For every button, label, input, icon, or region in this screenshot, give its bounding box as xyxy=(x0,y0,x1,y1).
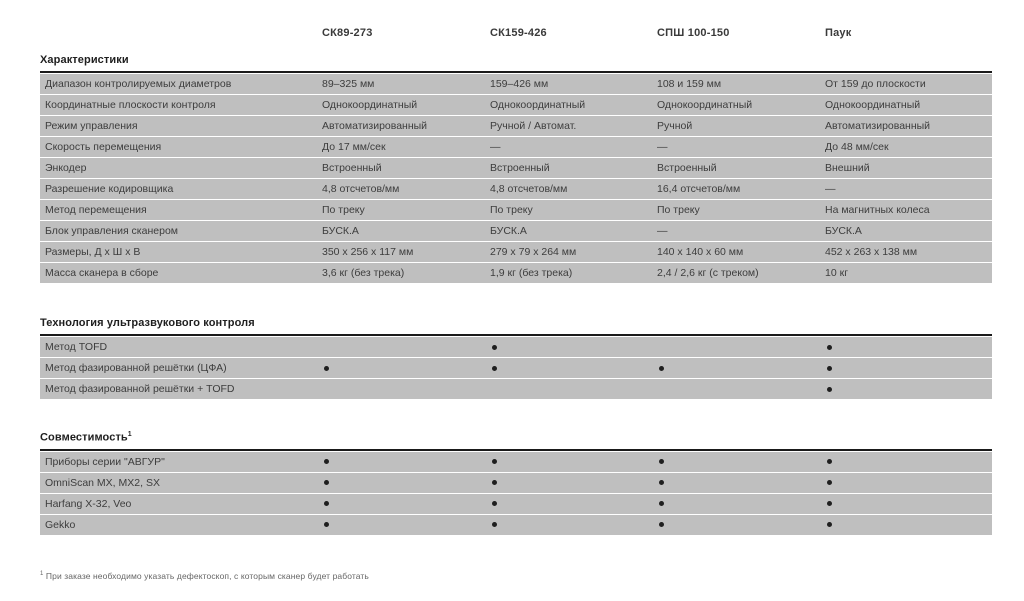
spec-value-cell: БУСК.А xyxy=(490,225,527,237)
spec-value-cell: До 17 мм/сек xyxy=(322,141,386,153)
feature-cell xyxy=(322,498,490,510)
spec-row-label: Координатные плоскости контроля xyxy=(45,99,216,111)
spec-value-cell: Встроенный xyxy=(657,162,717,174)
section-title-text: Совместимость xyxy=(40,431,128,444)
feature-cell xyxy=(825,456,992,468)
spec-row xyxy=(40,74,992,94)
spec-row-label: Режим управления xyxy=(45,120,138,132)
feature-dot xyxy=(492,366,497,371)
feature-dot xyxy=(827,366,832,371)
section-rule xyxy=(40,71,992,73)
spec-value-cell: 2,4 / 2,6 кг (с треком) xyxy=(657,267,759,279)
spec-value-cell: Однокоординатный xyxy=(825,99,921,111)
feature-dot xyxy=(827,387,832,392)
feature-dot xyxy=(827,522,832,527)
spec-value-cell: — xyxy=(825,183,836,195)
spec-value-cell: По треку xyxy=(657,204,700,216)
feature-cell xyxy=(490,477,657,489)
feature-cell xyxy=(825,362,992,374)
spec-value-cell: — xyxy=(657,141,668,153)
spec-value-cell: Автоматизированный xyxy=(825,120,931,132)
feature-dot xyxy=(324,459,329,464)
spec-row xyxy=(40,200,992,220)
feature-cell xyxy=(657,519,825,531)
product-column-header: СК159-426 xyxy=(490,27,547,39)
feature-dot xyxy=(324,366,329,371)
spec-row-label: Метод фазированной решётки + TOFD xyxy=(45,383,235,395)
spec-value-cell: — xyxy=(490,141,501,153)
spec-value-cell: Ручной xyxy=(657,120,693,132)
product-column-header: СПШ 100-150 xyxy=(657,27,730,39)
spec-value-cell: 4,8 отсчетов/мм xyxy=(490,183,568,195)
spec-section xyxy=(40,54,992,284)
feature-cell xyxy=(657,362,825,374)
spec-value-cell: Автоматизированный xyxy=(322,120,428,132)
spec-row xyxy=(40,473,992,493)
section-title xyxy=(40,54,992,67)
spec-row-label: Harfang X-32, Veo xyxy=(45,497,132,510)
spec-section xyxy=(40,428,992,536)
feature-cell xyxy=(657,456,825,468)
feature-dot xyxy=(492,501,497,506)
spec-row xyxy=(40,137,992,157)
spec-value-cell: БУСК.А xyxy=(825,225,862,237)
section-title-text: Характеристики xyxy=(40,54,129,66)
feature-dot xyxy=(492,459,497,464)
feature-dot xyxy=(492,345,497,350)
footnote-superscript: 1 xyxy=(40,571,44,578)
spec-row xyxy=(40,263,992,283)
product-column-header: Паук xyxy=(825,27,852,39)
spec-row xyxy=(40,358,992,378)
spec-row-label: Метод перемещения xyxy=(45,204,147,216)
feature-dot xyxy=(659,501,664,506)
header-spacer xyxy=(40,27,322,39)
feature-cell xyxy=(490,519,657,531)
feature-cell xyxy=(490,498,657,510)
spec-row xyxy=(40,515,992,535)
footnote-text: При заказе необходимо указать дефектоскоп, с которым сканер будет работать xyxy=(45,571,369,581)
product-header-row xyxy=(40,27,992,39)
spec-value-cell: По треку xyxy=(322,204,365,216)
section-title-text: Технология ультразвукового контроля xyxy=(40,317,255,329)
spec-row xyxy=(40,158,992,178)
section-rule xyxy=(40,449,992,451)
spec-value-cell: 350 x 256 x 117 мм xyxy=(322,246,414,258)
spec-value-cell: Ручной / Автомат. xyxy=(490,120,577,132)
spec-row xyxy=(40,494,992,514)
feature-dot xyxy=(827,459,832,464)
feature-dot xyxy=(827,480,832,485)
spec-row-label: Метод TOFD xyxy=(45,341,108,353)
spec-row-label: Разрешение кодировщика xyxy=(45,183,174,195)
spec-row xyxy=(40,95,992,115)
spec-value-cell: 159–426 мм xyxy=(490,78,549,90)
feature-cell xyxy=(322,362,490,374)
feature-cell xyxy=(825,519,992,531)
feature-dot xyxy=(659,366,664,371)
feature-dot xyxy=(492,480,497,485)
spec-row-label: Размеры, Д х Ш х В xyxy=(45,246,141,258)
feature-cell xyxy=(825,341,992,353)
spec-row-label: Скорость перемещения xyxy=(45,141,162,153)
product-column-header: СК89-273 xyxy=(322,27,373,39)
spec-value-cell: — xyxy=(657,225,668,237)
spec-value-cell: 89–325 мм xyxy=(322,78,375,90)
spec-value-cell: От 159 до плоскости xyxy=(825,78,926,90)
spec-value-cell: 4,8 отсчетов/мм xyxy=(322,183,400,195)
feature-dot xyxy=(324,522,329,527)
feature-dot xyxy=(659,459,664,464)
spec-row-label: Масса сканера в сборе xyxy=(45,267,159,279)
spec-value-cell: Внешний xyxy=(825,162,870,174)
section-title xyxy=(40,317,992,330)
feature-cell xyxy=(490,362,657,374)
spec-value-cell: По треку xyxy=(490,204,533,216)
spec-row xyxy=(40,452,992,472)
feature-dot xyxy=(324,501,329,506)
spec-value-cell: До 48 мм/сек xyxy=(825,141,889,153)
spec-value-cell: 1,9 кг (без трека) xyxy=(490,267,573,279)
spec-row-label: Блок управления сканером xyxy=(45,225,179,237)
spec-value-cell: 10 кг xyxy=(825,267,849,279)
spec-row xyxy=(40,379,992,399)
section-title xyxy=(40,428,992,445)
spec-row xyxy=(40,116,992,136)
spec-value-cell: На магнитных колеса xyxy=(825,204,930,216)
feature-dot xyxy=(827,345,832,350)
section-title-superscript: 1 xyxy=(127,431,132,438)
feature-cell xyxy=(825,498,992,510)
spec-row xyxy=(40,337,992,357)
spec-row-label: Gekko xyxy=(45,518,76,531)
feature-dot xyxy=(659,480,664,485)
feature-cell xyxy=(490,341,657,353)
section-rule xyxy=(40,334,992,336)
spec-row xyxy=(40,221,992,241)
feature-cell xyxy=(825,383,992,395)
feature-dot xyxy=(827,501,832,506)
spec-value-cell: БУСК.А xyxy=(322,225,359,237)
spec-value-cell: 140 x 140 x 60 мм xyxy=(657,246,744,258)
feature-dot xyxy=(492,522,497,527)
feature-cell xyxy=(825,477,992,489)
spec-value-cell: Однокоординатный xyxy=(657,99,753,111)
spec-value-cell: 16,4 отсчетов/мм xyxy=(657,183,741,195)
spec-value-cell: 3,6 кг (без трека) xyxy=(322,267,405,279)
spec-value-cell: Встроенный xyxy=(490,162,550,174)
feature-dot xyxy=(659,522,664,527)
feature-cell xyxy=(657,498,825,510)
spec-value-cell: 279 x 79 x 264 мм xyxy=(490,246,577,258)
feature-cell xyxy=(490,456,657,468)
spec-row-label: Энкодер xyxy=(45,162,87,174)
spec-value-cell: 452 x 263 x 138 мм xyxy=(825,246,918,258)
spec-row xyxy=(40,242,992,262)
spec-row-label: OmniScan MX, MX2, SX xyxy=(45,476,160,489)
feature-cell xyxy=(322,477,490,489)
footnote xyxy=(40,571,369,581)
feature-cell xyxy=(657,477,825,489)
spec-row-label: Диапазон контролируемых диаметров xyxy=(45,78,232,90)
feature-cell xyxy=(322,456,490,468)
spec-row xyxy=(40,179,992,199)
spec-row-label: Метод фазированной решётки (ЦФА) xyxy=(45,362,227,374)
spec-value-cell: 108 и 159 мм xyxy=(657,78,722,90)
spec-value-cell: Однокоординатный xyxy=(490,99,586,111)
spec-section xyxy=(40,317,992,400)
feature-cell xyxy=(322,519,490,531)
spec-value-cell: Встроенный xyxy=(322,162,382,174)
feature-dot xyxy=(324,480,329,485)
spec-row-label: Приборы серии "АВГУР" xyxy=(45,455,165,468)
spec-value-cell: Однокоординатный xyxy=(322,99,418,111)
